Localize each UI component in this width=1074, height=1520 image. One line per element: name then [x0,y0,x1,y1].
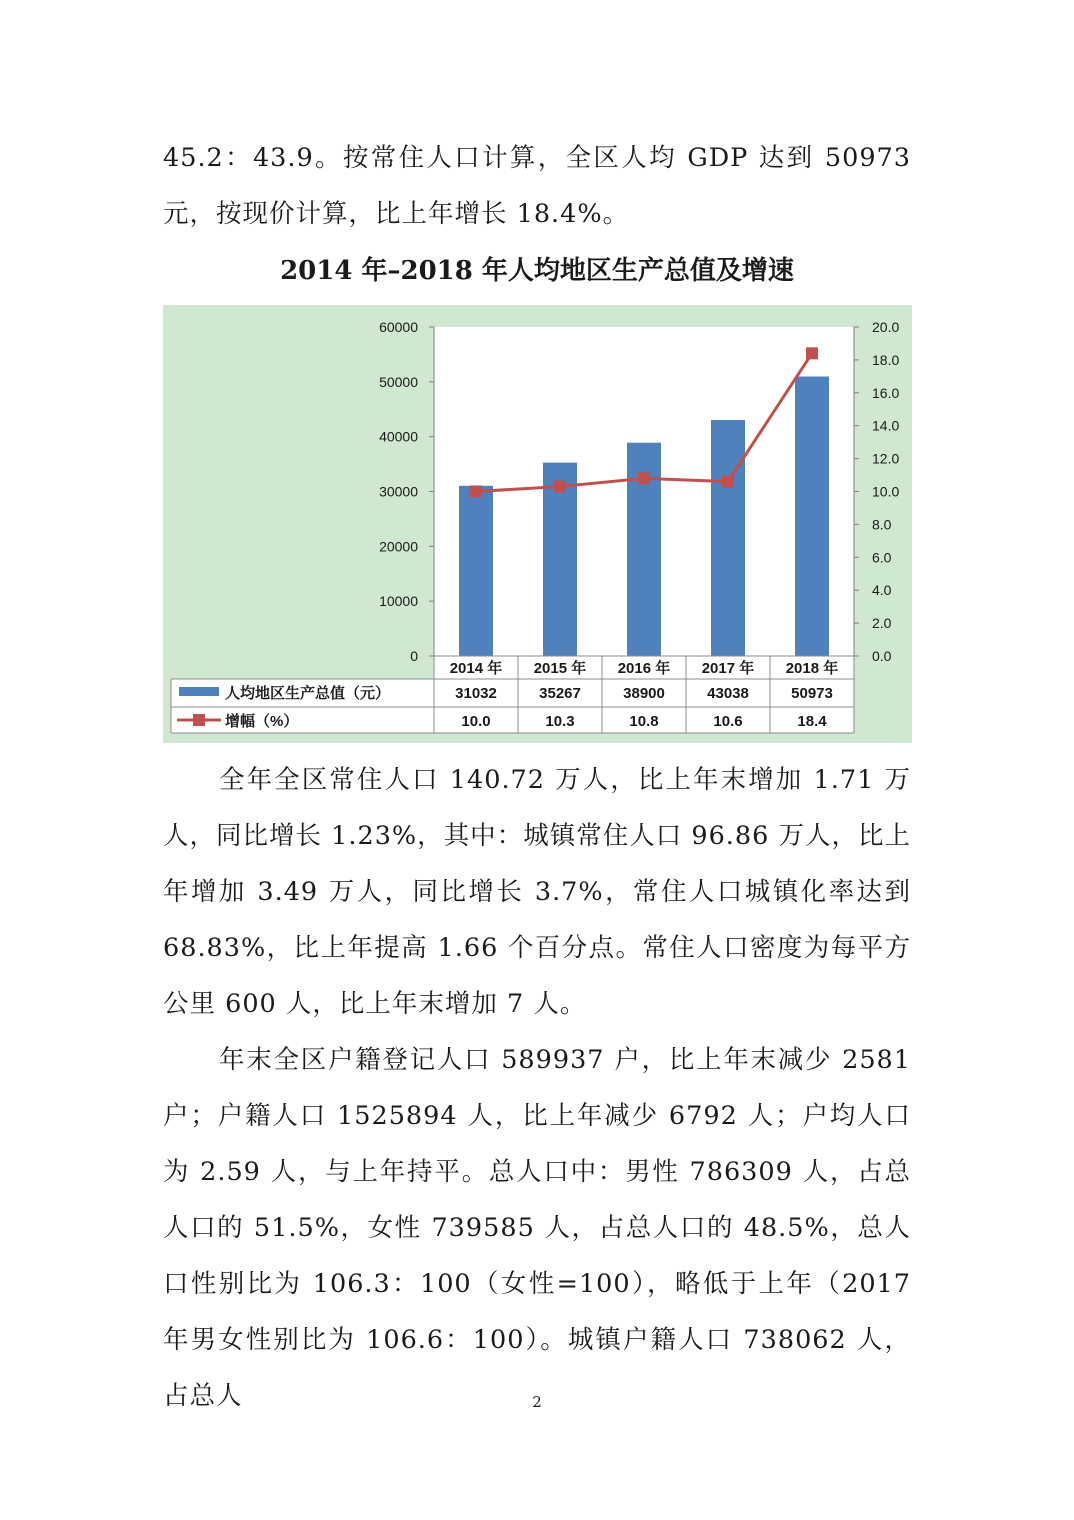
chart-title: 2014 年–2018 年人均地区生产总值及增速 [280,256,794,286]
data-value-label: 10.6 [713,713,743,730]
right-axis-tick-label: 10.0 [872,483,900,500]
data-value-label: 10.0 [461,713,491,730]
legend-label: 增幅（%） [225,713,299,730]
left-axis-tick-label: 10000 [379,593,418,610]
bar-2017 年 [711,420,745,656]
category-label: 2015 年 [533,660,587,677]
category-label: 2014 年 [449,660,503,677]
left-axis-tick-label: 40000 [379,428,418,445]
household-paragraph: 年末全区户籍登记人口 589937 户，比上年末减少 2581 户；户籍人口 1525894 人，比上年减少 6792 人；户均人口为 2.59 人，与上年持平。总人口中：男性 786309 人，占总人口的 51.5%，女性 739585 人，占总人口的 48.5%，总人口性别比为 106.3：100（女性=100），略低于上年（2017 年男女性别比为 106.6：100）。城镇户籍人口 738062 人，占总人 [163,1045,911,1411]
data-value-label: 50973 [791,685,833,702]
right-axis-tick-label: 0.0 [872,648,892,664]
growth-point-2014 年 [470,486,482,498]
right-axis-tick-label: 18.0 [872,351,900,368]
combo-chart [163,305,912,743]
left-axis-tick-label: 60000 [379,319,418,335]
right-axis-tick-label: 6.0 [872,549,892,566]
data-value-label: 35267 [539,685,581,702]
data-value-label: 18.4 [797,713,827,730]
legend-label: 人均地区生产总值（元） [225,685,391,702]
growth-point-2016 年 [638,472,650,484]
growth-point-2015 年 [554,481,566,493]
growth-point-2017 年 [722,476,734,488]
data-value-label: 10.3 [545,713,575,730]
page-number: 2 [532,1393,542,1411]
category-label: 2016 年 [617,660,671,677]
category-label: 2017 年 [701,660,755,677]
right-axis-tick-label: 16.0 [872,384,900,401]
bar-2014 年 [459,486,493,656]
category-label: 2018 年 [785,660,839,677]
legend-swatch-bar [179,687,219,696]
right-axis-tick-label: 14.0 [872,417,900,434]
right-axis-tick-label: 4.0 [872,582,892,599]
data-value-label: 38900 [623,685,665,702]
right-axis-tick-label: 8.0 [872,516,892,533]
intro-paragraph: 45.2：43.9。按常住人口计算，全区人均 GDP 达到 50973 元，按现价计算，比上年增长 18.4%。 [163,143,911,229]
right-axis-tick-label: 12.0 [872,450,900,467]
population-paragraph: 全年全区常住人口 140.72 万人，比上年末增加 1.71 万人，同比增长 1.23%，其中：城镇常住人口 96.86 万人，比上年增加 3.49 万人，同比增长 3.7%，常住人口城镇化率达到 68.83%，比上年提高 1.66 个百分点。常住人口密度为每平方公里 600 人，比上年末增加 7 人。 [163,765,911,1019]
data-value-label: 31032 [455,685,497,702]
legend-swatch-marker [193,714,205,726]
bar-2018 年 [795,376,829,656]
left-axis-tick-label: 30000 [379,483,418,500]
data-value-label: 43038 [707,685,749,702]
growth-point-2018 年 [806,347,818,359]
left-axis-tick-label: 0 [410,648,418,664]
chart-container [163,305,912,743]
right-axis-tick-label: 2.0 [872,615,892,632]
right-axis-tick-label: 20.0 [872,319,900,335]
left-axis-tick-label: 50000 [379,373,418,390]
data-value-label: 10.8 [629,713,659,730]
left-axis-tick-label: 20000 [379,538,418,555]
